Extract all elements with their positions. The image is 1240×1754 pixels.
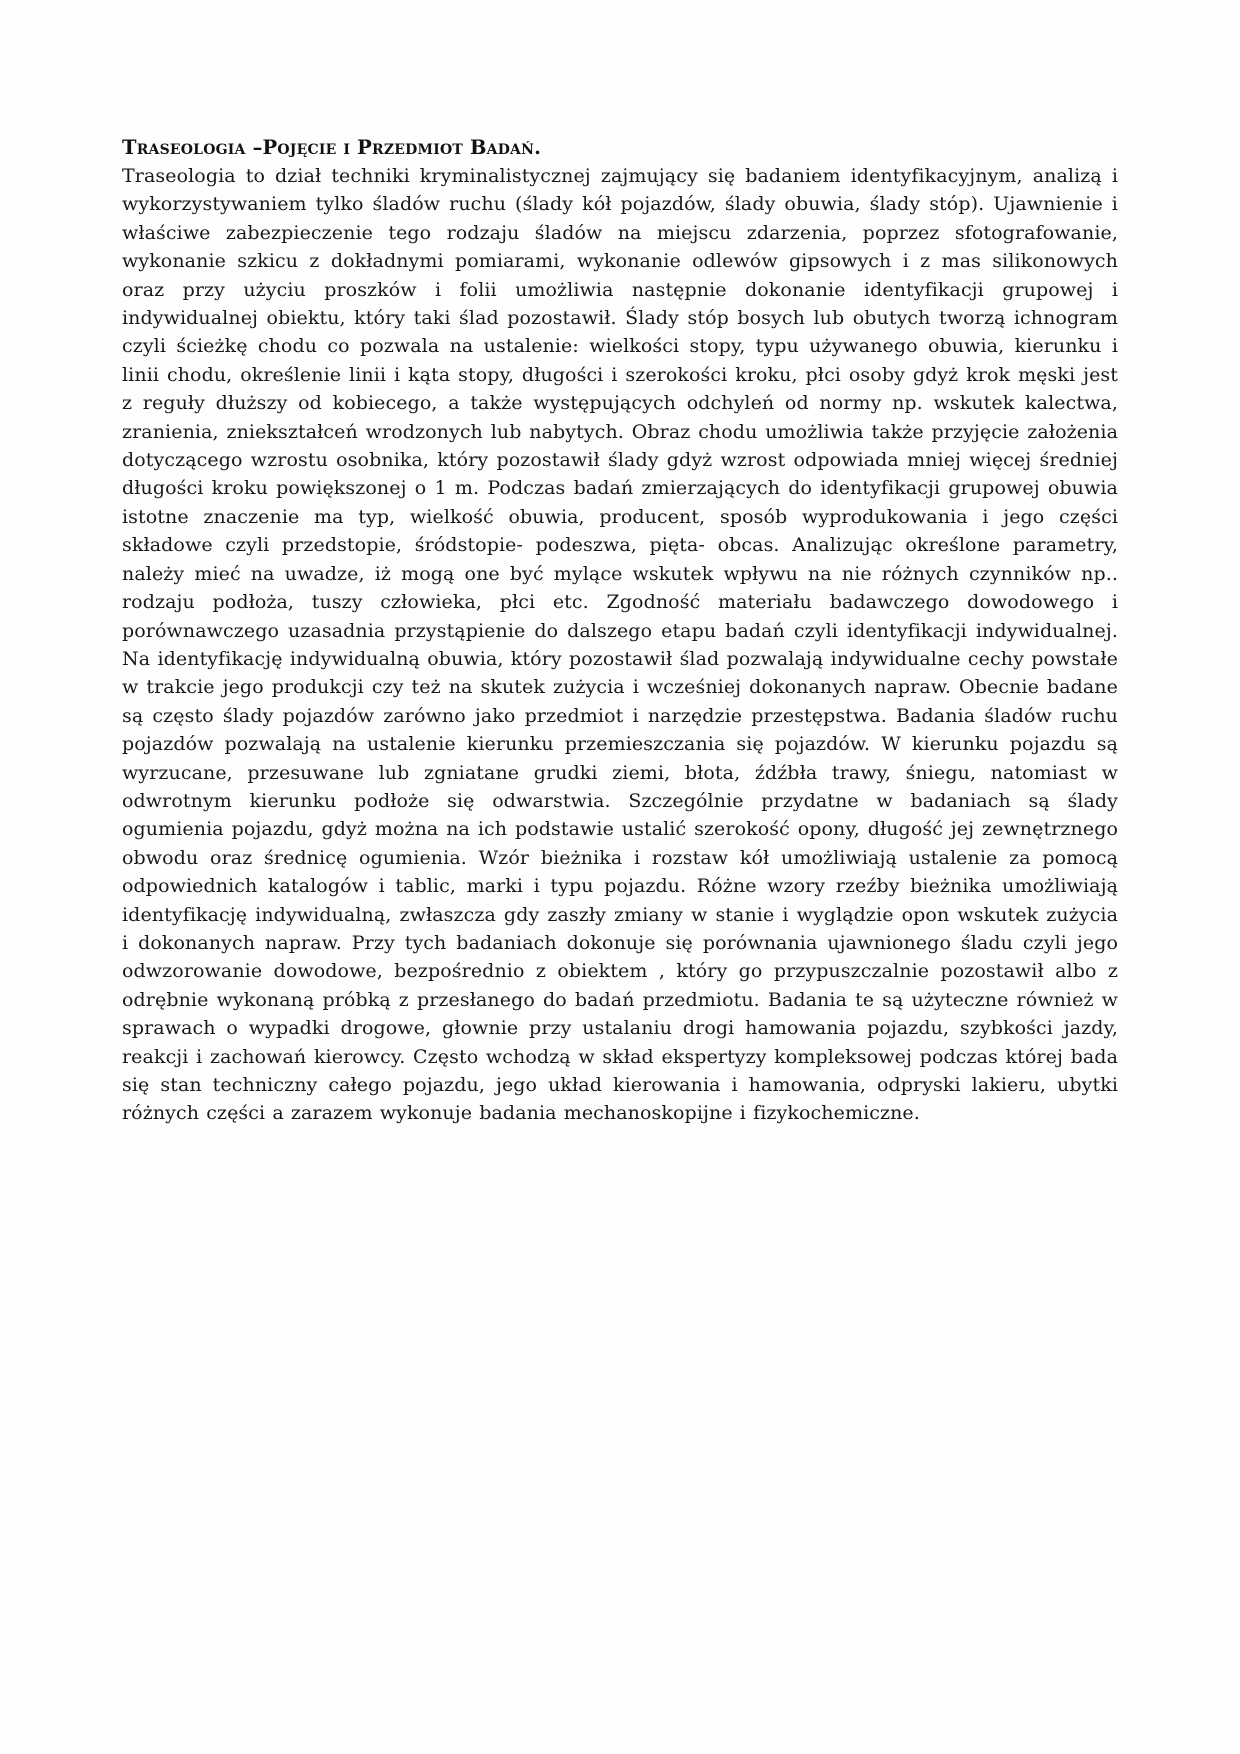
document-body-paragraph: Traseologia to dział techniki kryminalistycznej zajmujący się badaniem identyfikacyjnym, analizą i wykorzystywaniem tylko śladów ruchu (ślady kół pojazdów, ślady obuwia, ślady stóp). Ujawnienie i właściwe zabezpieczenie tego rodzaju śladów na miejscu zdarzenia, poprzez sfotografowanie, wykonanie szkicu z dokładnymi pomiarami, wykonanie odlewów gipsowych i z mas silikonowych oraz przy użyciu proszków i folii umożliwia następnie dokonanie identyfikacji grupowej i indywidualnej obiektu, który taki ślad pozostawił. Ślady stóp bosych lub obutych tworzą ichnogram czyli ścieżkę chodu co pozwala na ustalenie: wielkości stopy, typu używanego obuwia, kierunku i linii chodu, określenie linii i kąta stopy, długości i szerokości kroku, płci osoby gdyż krok męski jest z reguły dłuższy od kobiecego, a także występujących odchyleń od normy np. wskutek kalectwa, zranienia, zniekształceń wrodzonych lub nabytych. Obraz chodu umożliwia także przyjęcie założenia dotyczącego wzrostu osobnika, który pozostawił ślady gdyż wzrost odpowiada mniej więcej średniej długości kroku powiększonej o 1 m. Podczas badań zmierzających do identyfikacji grupowej obuwia istotne znaczenie ma typ, wielkość obuwia, producent, sposób wyprodukowania i jego części składowe czyli przedstopie, śródstopie- podeszwa, pięta- obcas. Analizując określone parametry, należy mieć na uwadze, iż mogą one być mylące wskutek wpływu na nie różnych czynników np.. rodzaju podłoża, tuszy człowieka, płci etc. Zgodność materiału badawczego dowodowego i porównawczego uzasadnia przystąpienie do dalszego etapu badań czyli identyfikacji indywidualnej. Na identyfikację indywidualną obuwia, który pozostawił ślad pozwalają indywidualne cechy powstałe w trakcie jego produkcji czy też na skutek zużycia i wcześniej dokonanych napraw. Obecnie badane są często ślady pojazdów zarówno jako przedmiot i narzędzie przestępstwa. Badania śladów ruchu pojazdów pozwalają na ustalenie kierunku przemieszczania się pojazdów. W kierunku pojazdu są wyrzucane, przesuwane lub zgniatane grudki ziemi, błota, źdźbła trawy, śniegu, natomiast w odwrotnym kierunku podłoże się odwarstwia. Szczególnie przydatne w badaniach są ślady ogumienia pojazdu, gdyż można na ich podstawie ustalić szerokość opony, długość jej zewnętrznego obwodu oraz średnicę ogumienia. Wzór bieżnika i rozstaw kół umożliwiają ustalenie za pomocą odpowiednich katalogów i tablic, marki i typu pojazdu. Różne wzory rzeźby bieżnika umożliwiają identyfikację indywidualną, zwłaszcza gdy zaszły zmiany w stanie i wyglądzie opon wskutek zużycia i dokonanych napraw. Przy tych badaniach dokonuje się porównania ujawnionego śladu czyli jego odwzorowanie dowodowe, bezpośrednio z obiektem , który go przypuszczalnie pozostawił albo z odrębnie wykonaną próbką z przesłanego do badań przedmiotu. Badania te są użyteczne również w sprawach o wypadki drogowe, głownie przy ustalaniu drogi hamowania pojazdu, szybkości jazdy, reakcji i zachowań kierowcy. Często wchodzą w skład ekspertyzy kompleksowej podczas której bada się stan techniczny całego pojazdu, jego układ kierowania i hamowania, odpryski lakieru, ubytki różnych części a zarazem wykonuje badania mechanoskopijne i fizykochemiczne. xyxy=(122,165,1118,1125)
text-block xyxy=(122,134,1118,1128)
document-title: Traseologia –Pojęcie i Przedmiot Badań. xyxy=(122,136,542,159)
